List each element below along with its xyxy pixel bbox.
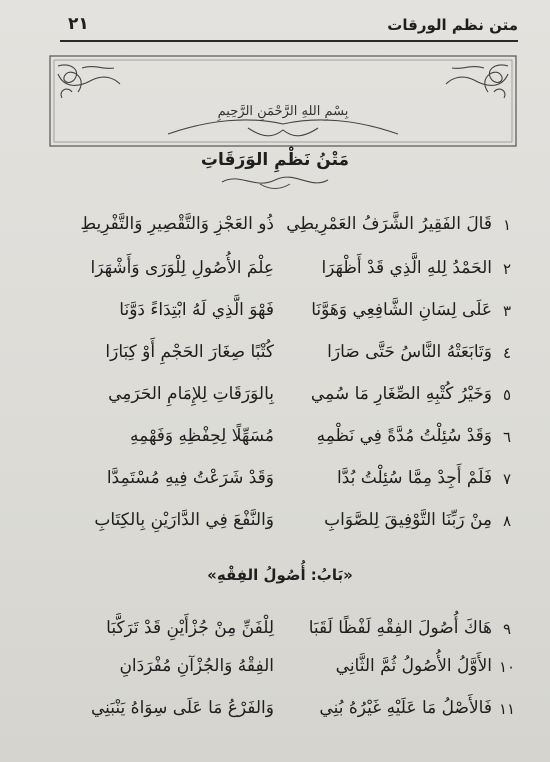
section-heading: «بَابُ: أُصُولُ الفِقْهِ» bbox=[207, 566, 353, 584]
verse-second-hemistich: مُسَهِّلًا لِحِفْظِهِ وَفَهْمِهِ bbox=[130, 426, 274, 446]
verse-first-hemistich: وَقَدْ سُئِلْتُ مُدَّةً فِي نَظْمِهِ bbox=[316, 426, 492, 446]
verse-first-hemistich: وَخَيْرُ كُتْبِهِ الصِّغَارِ مَا سُمِي bbox=[310, 384, 492, 404]
verse-number: ٧ bbox=[502, 470, 512, 488]
verse-number: ٨ bbox=[502, 512, 512, 530]
verse-second-hemistich: بِالوَرَقَاتِ لِلإِمَامِ الحَرَمِي bbox=[108, 384, 274, 404]
verse-number: ١ bbox=[502, 216, 512, 234]
verse-first-hemistich: فَلَمْ أَجِدْ مِمَّا سُئِلْتُ بُدَّا bbox=[336, 468, 492, 488]
verse-10 bbox=[38, 656, 518, 686]
verse-first-hemistich: الأَوَّلُ الأُصُولُ ثُمَّ الثَّانِي bbox=[335, 656, 492, 676]
page-number: ٢١ bbox=[68, 14, 89, 34]
verse-7 bbox=[38, 468, 518, 498]
verse-second-hemistich: الفِقْهُ وَالجُزْآنِ مُفْرَدَانِ bbox=[119, 656, 274, 676]
verse-number: ١٠ bbox=[498, 658, 516, 676]
verse-8 bbox=[38, 510, 518, 540]
verse-9 bbox=[38, 618, 518, 648]
verse-first-hemistich: فَالأَصْلُ مَا عَلَيْهِ غَيْرُهُ بُنِي bbox=[319, 698, 492, 718]
verse-2 bbox=[38, 258, 518, 288]
verse-6 bbox=[38, 426, 518, 456]
verse-first-hemistich: هَاكَ أُصُولَ الفِقْهِ لَفْظًا لَقَبَا bbox=[308, 618, 492, 638]
verse-first-hemistich: قَالَ الفَقِيرُ الشَّرَفُ العَمْرِيطِي bbox=[286, 214, 492, 234]
verse-number: ٦ bbox=[502, 428, 512, 446]
verse-5 bbox=[38, 384, 518, 414]
verse-number: ٤ bbox=[502, 344, 512, 362]
main-title: مَتْنُ نَظْمِ الوَرَقَاتِ bbox=[200, 150, 350, 170]
verse-first-hemistich: الحَمْدُ لِلهِ الَّذِي قَدْ أَظْهَرَا bbox=[321, 258, 492, 278]
verse-second-hemistich: فَهْوَ الَّذِي لَهُ ابْتِدَاءً دَوَّنَا bbox=[119, 300, 274, 320]
verse-1 bbox=[38, 214, 518, 244]
verse-second-hemistich: وَالفَرْعُ مَا عَلَى سِوَاهُ يَنْبَنِي bbox=[90, 698, 274, 718]
running-title: متن نظم الورقات bbox=[387, 16, 518, 34]
verse-3 bbox=[38, 300, 518, 330]
verse-11 bbox=[38, 698, 518, 728]
verse-second-hemistich: لِلْفَنِّ مِنْ جُزْأَيْنِ قَدْ تَرَكَّبَا bbox=[106, 618, 274, 638]
verse-first-hemistich: مِنْ رَبِّنَا التَّوْفِيقَ لِلصَّوَابِ bbox=[324, 510, 492, 530]
verse-first-hemistich: وَتَابَعَتْهُ النَّاسُ حَتَّى صَارَا bbox=[327, 342, 492, 362]
verse-second-hemistich: عِلْمَ الأُصُولِ لِلْوَرَى وَأَشْهَرَا bbox=[90, 258, 274, 278]
verse-number: ٣ bbox=[502, 302, 512, 320]
verse-second-hemistich: وَالنَّفْعَ فِي الدَّارَيْنِ بِالكِتَابِ bbox=[94, 510, 274, 530]
verse-second-hemistich: كُتْبًا صِغَارَ الحَجْمِ أَوْ كِبَارَا bbox=[105, 342, 274, 362]
verse-first-hemistich: عَلَى لِسَانِ الشَّافِعِي وَهَوَّنَا bbox=[311, 300, 492, 320]
verse-number: ٥ bbox=[502, 386, 512, 404]
verse-second-hemistich: ذُو العَجْزِ وَالتَّقْصِيرِ وَالتَّفْرِيطِ bbox=[80, 214, 274, 234]
verse-number: ٢ bbox=[502, 260, 512, 278]
verse-number: ٩ bbox=[502, 620, 512, 638]
verse-number: ١١ bbox=[498, 700, 516, 718]
verse-second-hemistich: وَقَدْ شَرَعْتُ فِيهِ مُسْتَمِدَّا bbox=[106, 468, 274, 488]
verse-4 bbox=[38, 342, 518, 372]
basmala: بِسْمِ اللهِ الرَّحْمَنِ الرَّحِيمِ bbox=[217, 104, 349, 119]
